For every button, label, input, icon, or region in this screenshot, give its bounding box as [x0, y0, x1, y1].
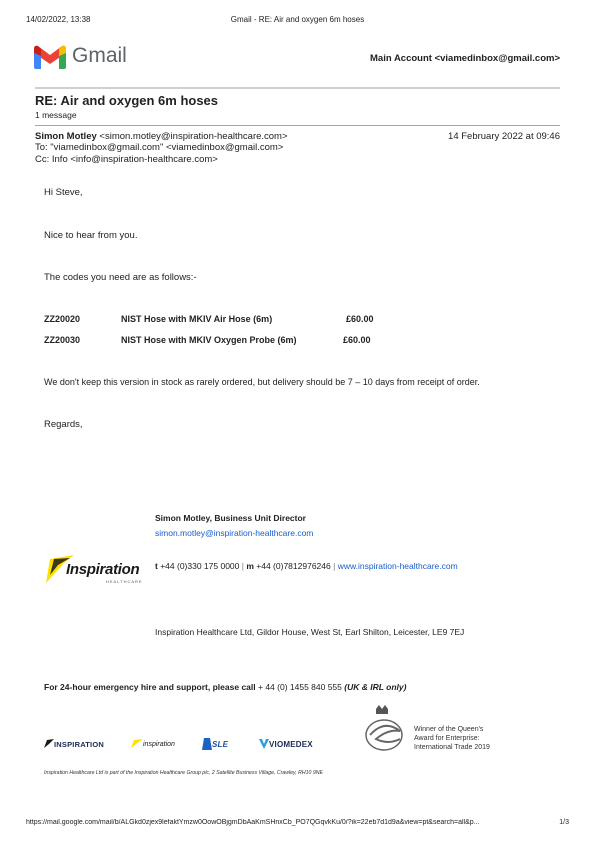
thread-subject: RE: Air and oxygen 6m hoses — [35, 93, 219, 108]
signature-phones: t +44 (0)330 175 0000 | m +44 (0)7812976246 | www.inspiration-healthcare.com — [155, 561, 458, 571]
partner-logo-inspiration-alt: inspiration — [131, 739, 175, 749]
gmail-wordmark: Gmail — [72, 44, 127, 67]
queens-award-emblem-icon — [362, 705, 406, 753]
body-line-2: The codes you need are as follows:- — [44, 272, 197, 283]
print-title: Gmail - RE: Air and oxygen 6m hoses — [230, 15, 365, 24]
header-divider — [35, 87, 560, 89]
sender-name: Simon Motley — [35, 131, 97, 142]
item-description: NIST Hose with MKIV Air Hose (6m) — [121, 314, 273, 324]
print-page-number: 1/3 — [559, 819, 569, 826]
item-code: ZZ20030 — [44, 335, 81, 345]
item-description: NIST Hose with MKIV Oxygen Probe (6m) — [121, 335, 297, 345]
signature-email-link[interactable]: simon.motley@inspiration-healthcare.com — [155, 528, 314, 538]
account-label: Main Account <viamedinbox@gmail.com> — [370, 53, 560, 64]
to-line: To: "viamedinbox@gmail.com" <viamedinbox@gmail.com> — [35, 142, 284, 153]
signature-name-title: Simon Motley, Business Unit Director — [155, 513, 306, 523]
viomedex-mark-icon — [259, 739, 269, 749]
inspiration-swoosh-small-icon — [131, 739, 143, 749]
partner-logo-viomedex: VIOMEDEX — [259, 739, 313, 749]
phone-t: +44 (0)330 175 0000 — [160, 561, 240, 571]
item-price: £60.00 — [346, 314, 374, 324]
emergency-line — [44, 682, 406, 692]
sender-line — [35, 131, 288, 142]
subject-divider — [35, 125, 560, 126]
message-count: 1 message — [35, 110, 77, 120]
inspiration-mark-icon — [44, 739, 54, 749]
company-address: Inspiration Healthcare Ltd, Gildor House, West St, Earl Shilton, Leicester, LE9 7EJ — [155, 627, 465, 637]
phone-m-label: m — [246, 561, 254, 571]
emergency-number: + 44 (0) 1455 840 555 — [258, 682, 342, 692]
partner-logo-inspiration: INSPIRATION — [44, 739, 104, 749]
gmail-logo-icon — [34, 45, 66, 69]
legal-notice: Inspiration Healthcare Ltd is part of the Inspiration Healthcare Group plc, 2 Satellite Business Village, Crawley, RH10 9NE — [44, 770, 323, 776]
greeting: Hi Steve, — [44, 187, 83, 198]
closing: Regards, — [44, 419, 83, 430]
award-text: Winner of the Queen's Award for Enterprise: International Trade 2019 — [414, 726, 490, 751]
phone-m: +44 (0)7812976246 — [256, 561, 331, 571]
print-url: https://mail.google.com/mail/b/ALGkd0zjex9lefaktYmzw0OowOBjgmDbAaKmSHnxCb_PO7QGqvkKu/0/?ik=22eb7d1d9a&view=pt&search=all&p... — [26, 819, 480, 826]
item-price: £60.00 — [343, 335, 371, 345]
website-link[interactable]: www.inspiration-healthcare.com — [337, 561, 458, 571]
sender-email: <simon.motley@inspiration-healthcare.com> — [99, 131, 288, 142]
emergency-region: (UK & IRL only) — [344, 682, 407, 692]
print-datetime: 14/02/2022, 13:38 — [26, 15, 91, 24]
emergency-label: For 24-hour emergency hire and support, please call — [44, 682, 256, 692]
sle-mark-icon — [202, 738, 212, 750]
body-line-1: Nice to hear from you. — [44, 230, 138, 241]
cc-line: Cc: Info <info@inspiration-healthcare.com> — [35, 154, 218, 165]
inspiration-logo-subtext: HEALTHCARE — [106, 579, 143, 584]
message-date: 14 February 2022 at 09:46 — [448, 131, 560, 142]
phone-t-label: t — [155, 561, 158, 571]
partner-logo-sle: SLE — [202, 738, 228, 750]
inspiration-logo-text: Inspiration — [66, 561, 140, 578]
stock-note: We don't keep this version in stock as rarely ordered, but delivery should be 7 – 10 days from receipt of order. — [44, 377, 480, 387]
item-code: ZZ20020 — [44, 314, 81, 324]
